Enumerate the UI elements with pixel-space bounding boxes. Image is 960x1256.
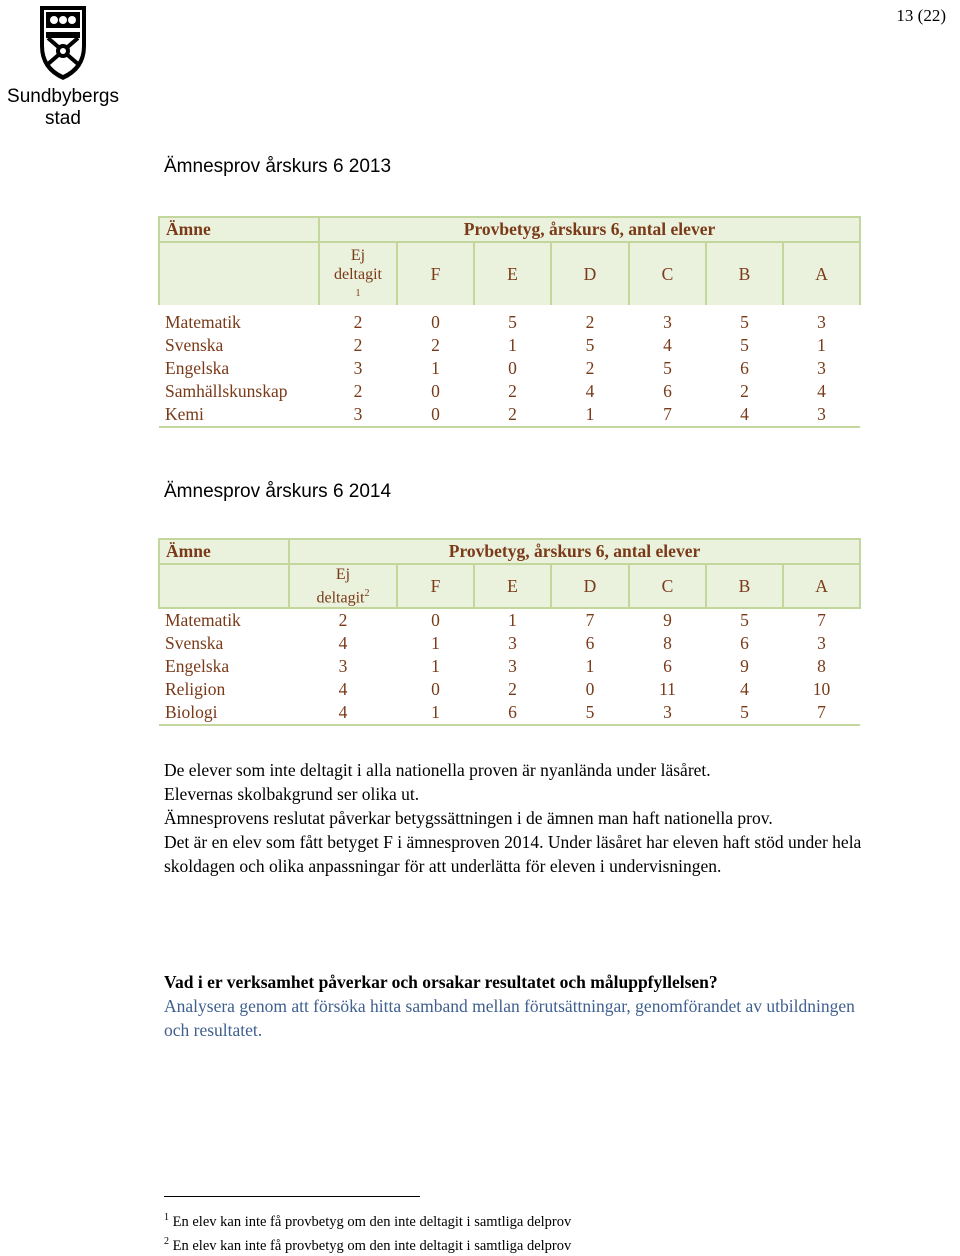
question-hint: Analysera genom att försöka hitta samband mellan förutsättningar, genomförandet av utbildningen och resultatet.: [164, 996, 855, 1040]
table-row: [159, 678, 860, 701]
paragraph: Elevernas skolbakgrund ser olika ut.: [164, 784, 420, 804]
page-number: 13 (22): [896, 6, 946, 25]
value-cell: 3: [817, 312, 826, 332]
table-row: [159, 608, 860, 632]
value-cell: 6: [740, 358, 749, 378]
value-cell: 6: [663, 656, 672, 677]
grade-header: C: [629, 564, 706, 608]
value-cell: 3: [353, 358, 363, 378]
value-cell: 2: [585, 358, 595, 378]
value-cell: 9: [740, 656, 749, 677]
subject-cell: Religion: [165, 679, 226, 700]
empty-header-cell: [159, 242, 319, 308]
value-cell: 3: [817, 358, 826, 378]
municipality-logo: [4, 2, 122, 134]
value-cell: 1: [585, 404, 595, 424]
value-cell: 1: [508, 335, 517, 355]
value-cell: 3: [508, 656, 517, 677]
value-cell: 7: [817, 610, 826, 631]
paragraph: Det är en elev som fått betyget F i ämnesproven 2014. Under läsåret har eleven haft stöd under hela skoldagen och olika anpassningar för att underlätta för eleven i undervisningen.: [164, 832, 862, 876]
value-cell: 2: [585, 312, 595, 332]
grade-header: E: [474, 242, 551, 308]
value-cell: 4: [338, 633, 348, 654]
grade-header: F: [397, 242, 474, 308]
value-cell: 11: [659, 679, 676, 700]
value-cell: 2: [338, 610, 348, 631]
value-cell: 4: [663, 335, 672, 355]
value-cell: 0: [508, 358, 517, 378]
empty-header-cell: [159, 564, 289, 608]
heading-2014: Ämnesprov årskurs 6 2014: [164, 481, 392, 502]
value-cell: 0: [431, 679, 440, 700]
value-cell: 0: [431, 404, 440, 424]
reflection-question: [164, 970, 864, 1042]
value-cell: 2: [740, 381, 749, 401]
table-title: Provbetyg, årskurs 6, antal elever: [289, 539, 860, 564]
heading-2013: Ämnesprov årskurs 6 2013: [164, 156, 392, 177]
subject-cell: Kemi: [165, 404, 204, 424]
footnote: [164, 1208, 571, 1232]
value-cell: 1: [431, 656, 440, 677]
footnote-ref-2: 2: [364, 588, 370, 599]
grade-header: A: [783, 564, 860, 608]
ej-label: Ej: [350, 246, 366, 264]
value-cell: 3: [663, 312, 672, 332]
value-cell: 0: [431, 381, 440, 401]
value-cell: 4: [740, 404, 749, 424]
value-cell: 2: [508, 381, 517, 401]
value-cell: 4: [817, 381, 826, 401]
value-cell: 1: [508, 610, 517, 631]
value-cell: 2: [431, 335, 440, 355]
coat-of-arms-icon: [34, 2, 92, 82]
table-row: [159, 701, 860, 725]
table-title: Provbetyg, årskurs 6, antal elever: [319, 217, 860, 242]
subject-header: Ämne: [159, 217, 319, 242]
subject-cell: Samhällskunskap: [165, 381, 288, 401]
grade-header: B: [706, 242, 783, 308]
value-cell: 1: [585, 656, 595, 677]
ej-deltagit-header: [319, 242, 397, 308]
value-cell: 3: [508, 633, 517, 654]
table-row: [159, 334, 860, 357]
table-row: [159, 655, 860, 678]
subject-cell: Engelska: [165, 656, 230, 677]
value-cell: 1: [817, 335, 826, 355]
value-cell: 4: [338, 679, 348, 700]
table-row: [159, 357, 860, 380]
grade-header: F: [397, 564, 474, 608]
logo-line-1: Sundbybergs: [7, 86, 119, 107]
value-cell: 3: [817, 633, 826, 654]
value-cell: 6: [585, 633, 595, 654]
value-cell: 2: [353, 312, 363, 332]
logo-line-2: stad: [45, 108, 81, 129]
value-cell: 9: [663, 610, 672, 631]
value-cell: 1: [431, 358, 440, 378]
value-cell: 4: [740, 679, 749, 700]
value-cell: 7: [585, 610, 595, 631]
footnote-divider: [164, 1196, 420, 1197]
value-cell: 0: [431, 312, 440, 332]
subject-cell: Svenska: [165, 335, 224, 355]
value-cell: 4: [338, 702, 348, 723]
table-row: [159, 308, 860, 334]
footnote: [164, 1232, 571, 1256]
subject-header: Ämne: [159, 539, 289, 564]
value-cell: 6: [740, 633, 749, 654]
subject-cell: Engelska: [165, 358, 230, 378]
footnote-text: En elev kan inte få provbetyg om den inte deltagit i samtliga delprov: [172, 1213, 572, 1230]
subject-cell: Matematik: [165, 312, 241, 332]
value-cell: 7: [663, 404, 672, 424]
value-cell: 2: [508, 404, 517, 424]
logo-text: [4, 86, 122, 130]
value-cell: 3: [338, 656, 348, 677]
value-cell: 6: [663, 381, 672, 401]
value-cell: 0: [431, 610, 440, 631]
value-cell: 7: [817, 702, 826, 723]
value-cell: 5: [508, 312, 517, 332]
grade-header: E: [474, 564, 551, 608]
value-cell: 1: [431, 633, 440, 654]
value-cell: 5: [740, 610, 749, 631]
value-cell: 3: [817, 404, 826, 424]
value-cell: 8: [663, 633, 672, 654]
value-cell: 2: [353, 335, 363, 355]
value-cell: 5: [585, 335, 595, 355]
value-cell: 3: [663, 702, 672, 723]
value-cell: 3: [353, 404, 363, 424]
commentary: [164, 758, 864, 878]
subject-cell: Matematik: [165, 610, 241, 631]
deltagit-text: deltagit: [316, 589, 365, 607]
grade-header: D: [551, 564, 629, 608]
table-row: [159, 403, 860, 427]
table-row: [159, 380, 860, 403]
table-row: [159, 632, 860, 655]
value-cell: 2: [353, 381, 363, 401]
value-cell: 5: [585, 702, 595, 723]
subject-cell: Svenska: [165, 633, 224, 654]
value-cell: 1: [431, 702, 440, 723]
grade-header: A: [783, 242, 860, 308]
results-table-2014: [158, 538, 861, 726]
paragraph: De elever som inte deltagit i alla nationella proven är nyanlända under läsåret.: [164, 760, 711, 780]
grade-header: C: [629, 242, 706, 308]
value-cell: 2: [508, 679, 517, 700]
ej-deltagit-header: [289, 564, 397, 608]
grade-header: D: [551, 242, 629, 308]
value-cell: 6: [508, 702, 517, 723]
value-cell: 5: [740, 335, 749, 355]
value-cell: 5: [740, 312, 749, 332]
subject-cell: Biologi: [165, 702, 218, 723]
deltagit-label: deltagit: [334, 265, 382, 283]
footnote-mark: 1: [164, 1212, 169, 1223]
footnote-mark: 2: [164, 1235, 169, 1247]
results-table-2013: [158, 216, 861, 428]
value-cell: 8: [817, 656, 826, 677]
value-cell: 4: [585, 381, 595, 401]
footnote-text: En elev kan inte få provbetyg om den inte deltagit i samtliga delprov: [172, 1237, 572, 1254]
value-cell: 0: [585, 679, 595, 700]
value-cell: 10: [812, 679, 831, 700]
value-cell: 5: [663, 358, 672, 378]
footnote-ref-1: 1: [355, 287, 361, 299]
value-cell: 5: [740, 702, 749, 723]
question-text: Vad i er verksamhet påverkar och orsakar resultatet och måluppfyllelsen?: [164, 972, 718, 992]
deltagit-label: [290, 584, 396, 607]
paragraph: Ämnesprovens reslutat påverkar betygssättningen i de ämnen man haft nationella prov.: [164, 808, 773, 828]
ej-label: Ej: [335, 566, 351, 583]
grade-header: B: [706, 564, 783, 608]
footnotes: [164, 1208, 571, 1256]
